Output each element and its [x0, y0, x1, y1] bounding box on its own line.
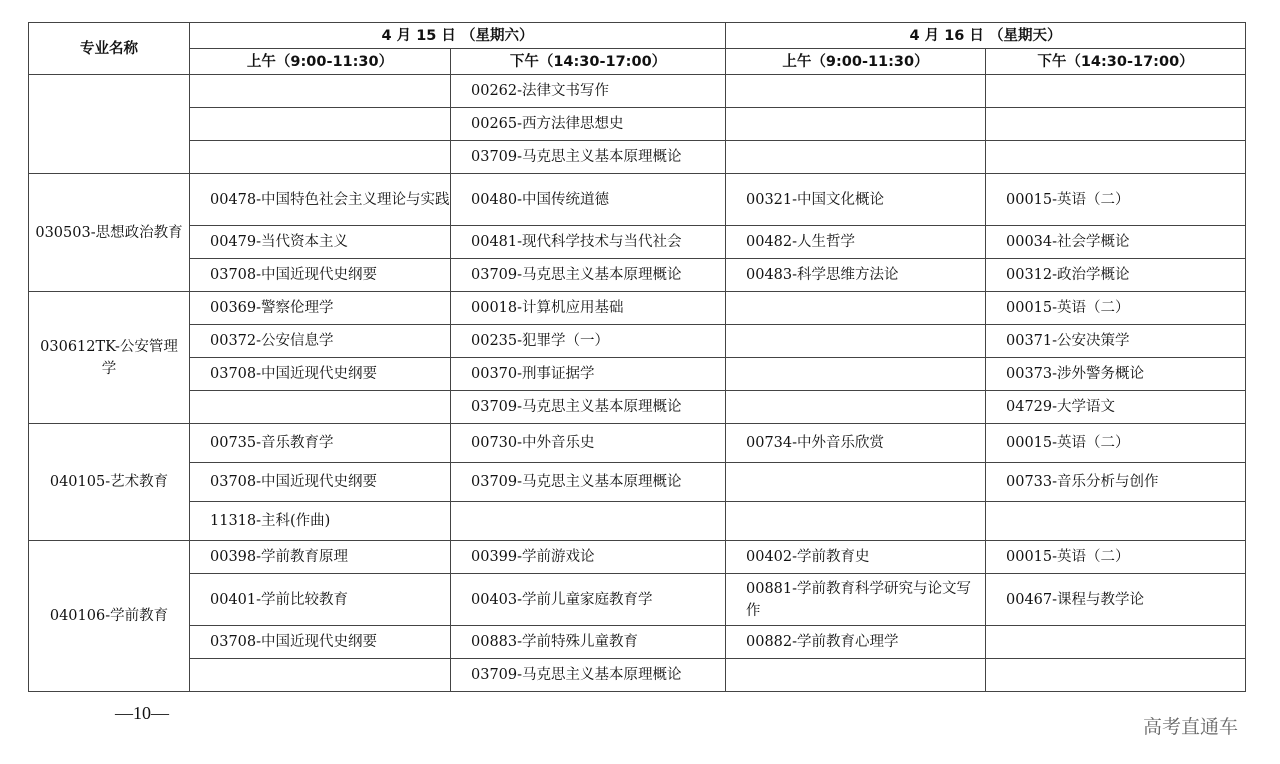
- day1-am-cell: 11318-主科(作曲): [190, 502, 451, 541]
- day1-am-cell: 00735-音乐教育学: [190, 424, 451, 463]
- day2-pm-cell: 04729-大学语文: [986, 391, 1246, 424]
- day2-am-cell: 00881-学前教育科学研究与论文写作: [726, 574, 986, 626]
- header-row-sessions: [29, 49, 1246, 75]
- day2-am-cell: [726, 141, 986, 174]
- day2-am-cell: 00483-科学思维方法论: [726, 259, 986, 292]
- day2-am-cell: [726, 502, 986, 541]
- major-cell: 040105-艺术教育: [29, 424, 190, 541]
- day2-pm-cell: [986, 659, 1246, 692]
- day2-pm-cell: 00373-涉外警务概论: [986, 358, 1246, 391]
- day1-am-cell: 00401-学前比较教育: [190, 574, 451, 626]
- day1-am-cell: [190, 659, 451, 692]
- day2-am-header: 上午（9:00-11:30）: [726, 49, 986, 75]
- day1-am-cell: 00478-中国特色社会主义理论与实践: [190, 174, 451, 226]
- day2-am-cell: [726, 75, 986, 108]
- day1-am-cell: 00372-公安信息学: [190, 325, 451, 358]
- day2-am-cell: [726, 463, 986, 502]
- day2-am-cell: [726, 358, 986, 391]
- day1-pm-cell: 03709-马克思主义基本原理概论: [451, 259, 726, 292]
- day2-pm-header: 下午（14:30-17:00）: [986, 49, 1246, 75]
- day1-am-cell: [190, 75, 451, 108]
- day1-am-cell: 03708-中国近现代史纲要: [190, 463, 451, 502]
- day1-pm-cell: 03709-马克思主义基本原理概论: [451, 463, 726, 502]
- day1-pm-cell: 03709-马克思主义基本原理概论: [451, 141, 726, 174]
- table-row: [29, 424, 1246, 463]
- schedule-body: [29, 75, 1246, 692]
- day1-pm-cell: 00481-现代科学技术与当代社会: [451, 226, 726, 259]
- day1-pm-cell: 00480-中国传统道德: [451, 174, 726, 226]
- page-number: —10—: [115, 703, 169, 723]
- day1-am-cell: [190, 108, 451, 141]
- table-row: [29, 325, 1246, 358]
- table-row: [29, 141, 1246, 174]
- day1-pm-cell: 00018-计算机应用基础: [451, 292, 726, 325]
- day2-pm-cell: 00312-政治学概论: [986, 259, 1246, 292]
- header-row-days: [29, 23, 1246, 49]
- table-row: [29, 463, 1246, 502]
- day2-pm-cell: 00371-公安决策学: [986, 325, 1246, 358]
- day2-pm-cell: 00015-英语（二）: [986, 424, 1246, 463]
- day2-pm-cell: [986, 75, 1246, 108]
- day1-pm-cell: [451, 502, 726, 541]
- day1-am-cell: 03708-中国近现代史纲要: [190, 358, 451, 391]
- day2-pm-cell: 00015-英语（二）: [986, 541, 1246, 574]
- day2-pm-cell: 00034-社会学概论: [986, 226, 1246, 259]
- day1-am-cell: [190, 141, 451, 174]
- day1-am-cell: 00398-学前教育原理: [190, 541, 451, 574]
- table-row: [29, 226, 1246, 259]
- day1-am-cell: 00369-警察伦理学: [190, 292, 451, 325]
- day2-am-cell: 00402-学前教育史: [726, 541, 986, 574]
- day1-am-cell: 03708-中国近现代史纲要: [190, 626, 451, 659]
- major-cell: [29, 75, 190, 174]
- day1-pm-cell: 00370-刑事证据学: [451, 358, 726, 391]
- day1-header: 4 月 15 日 （星期六）: [190, 23, 726, 49]
- day2-am-cell: [726, 108, 986, 141]
- day2-pm-cell: 00733-音乐分析与创作: [986, 463, 1246, 502]
- exam-schedule-table: [28, 22, 1246, 692]
- day2-pm-cell: [986, 502, 1246, 541]
- day2-am-cell: [726, 325, 986, 358]
- day1-pm-header: 下午（14:30-17:00）: [451, 49, 726, 75]
- watermark-text: 高考直通车: [1143, 716, 1239, 738]
- day2-pm-cell: 00015-英语（二）: [986, 292, 1246, 325]
- major-cell: 030612TK-公安管理学: [29, 292, 190, 424]
- day1-am-cell: 03708-中国近现代史纲要: [190, 259, 451, 292]
- table-row: [29, 574, 1246, 626]
- major-cell: 040106-学前教育: [29, 541, 190, 692]
- day1-pm-cell: 00399-学前游戏论: [451, 541, 726, 574]
- table-row: [29, 75, 1246, 108]
- table-row: [29, 108, 1246, 141]
- day2-am-cell: [726, 292, 986, 325]
- table-row: [29, 259, 1246, 292]
- day1-pm-cell: 00883-学前特殊儿童教育: [451, 626, 726, 659]
- day1-pm-cell: 00262-法律文书写作: [451, 75, 726, 108]
- day2-am-cell: [726, 391, 986, 424]
- day2-header: 4 月 16 日 （星期天）: [726, 23, 1246, 49]
- day1-am-cell: 00479-当代资本主义: [190, 226, 451, 259]
- day1-am-cell: [190, 391, 451, 424]
- day2-pm-cell: [986, 108, 1246, 141]
- day2-am-cell: 00734-中外音乐欣赏: [726, 424, 986, 463]
- day2-pm-cell: [986, 141, 1246, 174]
- day2-am-cell: [726, 659, 986, 692]
- day2-pm-cell: 00015-英语（二）: [986, 174, 1246, 226]
- day2-am-cell: 00882-学前教育心理学: [726, 626, 986, 659]
- day2-pm-cell: 00467-课程与教学论: [986, 574, 1246, 626]
- table-row: [29, 502, 1246, 541]
- table-row: [29, 626, 1246, 659]
- table-row: [29, 174, 1246, 226]
- day1-pm-cell: 00730-中外音乐史: [451, 424, 726, 463]
- day2-am-cell: 00482-人生哲学: [726, 226, 986, 259]
- major-column-header: 专业名称: [29, 23, 190, 75]
- table-row: [29, 358, 1246, 391]
- table-row: [29, 292, 1246, 325]
- table-row: [29, 541, 1246, 574]
- table-row: [29, 391, 1246, 424]
- major-cell: 030503-思想政治教育: [29, 174, 190, 292]
- day1-pm-cell: 03709-马克思主义基本原理概论: [451, 659, 726, 692]
- table-row: [29, 659, 1246, 692]
- day1-pm-cell: 00403-学前儿童家庭教育学: [451, 574, 726, 626]
- day1-pm-cell: 00235-犯罪学（一）: [451, 325, 726, 358]
- day1-pm-cell: 00265-西方法律思想史: [451, 108, 726, 141]
- day2-am-cell: 00321-中国文化概论: [726, 174, 986, 226]
- day1-am-header: 上午（9:00-11:30）: [190, 49, 451, 75]
- day1-pm-cell: 03709-马克思主义基本原理概论: [451, 391, 726, 424]
- day2-pm-cell: [986, 626, 1246, 659]
